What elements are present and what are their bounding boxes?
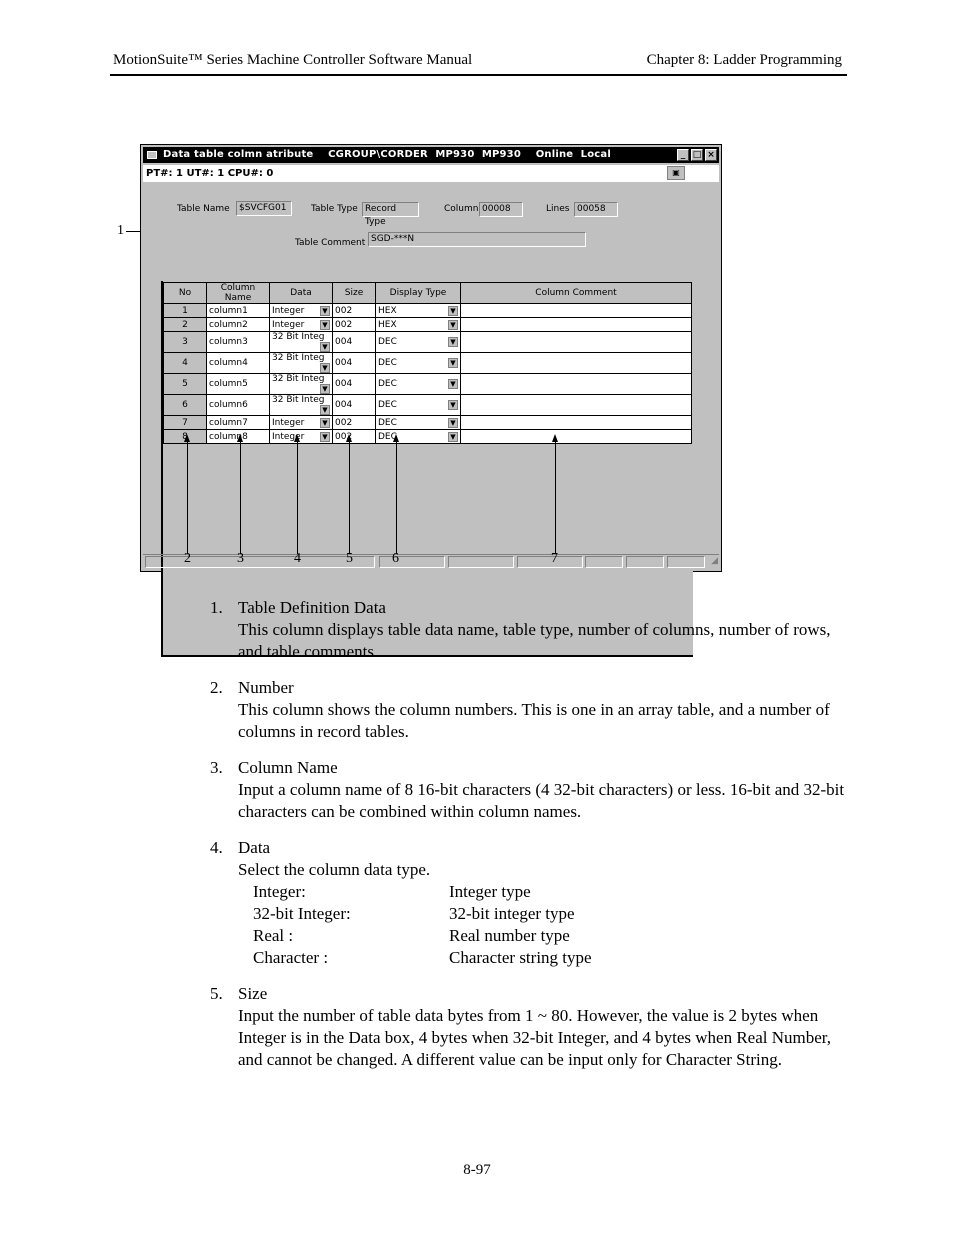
list-item bbox=[210, 837, 850, 969]
callout-4: 4 bbox=[294, 551, 301, 566]
list-item bbox=[210, 677, 850, 743]
table-row[interactable] bbox=[164, 332, 692, 353]
column-comment-cell[interactable] bbox=[461, 416, 692, 430]
data-type-value: Integer bbox=[272, 417, 305, 428]
column-name-cell[interactable]: column6 bbox=[207, 395, 270, 416]
row-number: 6 bbox=[164, 395, 207, 416]
callout-2-arrow bbox=[187, 441, 188, 554]
size-cell[interactable]: 004 bbox=[333, 395, 376, 416]
dropdown-arrow-icon[interactable]: ▼ bbox=[320, 306, 330, 316]
data-type-key: Character : bbox=[253, 948, 329, 967]
size-cell[interactable]: 004 bbox=[333, 374, 376, 395]
column-comment-cell[interactable] bbox=[461, 395, 692, 416]
display-type-cell[interactable] bbox=[376, 332, 461, 353]
data-type-key: Real : bbox=[253, 926, 294, 945]
callout-7: 7 bbox=[551, 551, 558, 566]
callout-5: 5 bbox=[346, 551, 353, 566]
status-segment bbox=[585, 556, 623, 568]
item-title: Data bbox=[238, 838, 271, 857]
display-type-cell[interactable] bbox=[376, 416, 461, 430]
table-comment-label: Table Comment bbox=[295, 238, 366, 248]
display-type-value: DEC bbox=[378, 417, 397, 428]
display-type-value: DEC bbox=[378, 337, 397, 347]
item-number: 3. bbox=[210, 758, 223, 777]
display-type-value: HEX bbox=[378, 305, 397, 316]
callout-2: 2 bbox=[184, 551, 191, 566]
header-right: Chapter 8: Ladder Programming bbox=[646, 52, 842, 68]
list-item bbox=[210, 983, 850, 1071]
row-number: 2 bbox=[164, 318, 207, 332]
status-segment bbox=[379, 556, 445, 568]
title-bar bbox=[143, 147, 719, 163]
header-column-comment[interactable]: Column Comment bbox=[461, 283, 692, 304]
item-description: Input a column name of 8 16-bit characters (4 32-bit characters) or less. 16-bit and 32-bit characters can be combined within column names. bbox=[238, 780, 845, 821]
description-list bbox=[210, 597, 850, 1085]
data-type-cell[interactable] bbox=[270, 374, 333, 395]
data-type-value: 32 Bit Integ bbox=[272, 395, 325, 405]
column-name-cell[interactable]: column3 bbox=[207, 332, 270, 353]
data-type-key: 32-bit Integer: bbox=[253, 904, 351, 923]
row-number: 5 bbox=[164, 374, 207, 395]
dropdown-arrow-icon[interactable]: ▼ bbox=[448, 400, 458, 410]
column-comment-cell[interactable] bbox=[461, 430, 692, 444]
table-name-field[interactable]: $SVCFG01 bbox=[236, 201, 292, 216]
callout-7-arrow bbox=[555, 441, 556, 554]
size-cell[interactable]: 004 bbox=[333, 353, 376, 374]
table-row[interactable] bbox=[164, 304, 692, 318]
size-cell[interactable]: 004 bbox=[333, 332, 376, 353]
status-segment bbox=[626, 556, 664, 568]
status-segment bbox=[667, 556, 705, 568]
dropdown-arrow-icon[interactable]: ▼ bbox=[320, 384, 330, 394]
table-name-label: Table Name bbox=[177, 204, 230, 214]
column-comment-cell[interactable] bbox=[461, 332, 692, 353]
data-type-cell[interactable] bbox=[270, 353, 333, 374]
column-name-cell[interactable]: column4 bbox=[207, 353, 270, 374]
dropdown-arrow-icon[interactable]: ▼ bbox=[320, 405, 330, 415]
system-menu-icon[interactable] bbox=[147, 151, 157, 159]
item-description: Select the column data type. bbox=[238, 860, 431, 879]
column-comment-cell[interactable] bbox=[461, 374, 692, 395]
table-row[interactable] bbox=[164, 395, 692, 416]
item-number: 2. bbox=[210, 678, 223, 697]
item-description: Input the number of table data bytes from 1 ~ 80. However, the value is 2 bytes when Integer is in the Data box, 4 bytes when 32-bit Integer, and 4 bytes when Real Number, and cannot be changed. A different value can be input only for Character String. bbox=[238, 1006, 832, 1069]
item-number: 5. bbox=[210, 984, 223, 1003]
row-number: 3 bbox=[164, 332, 207, 353]
column-comment-cell[interactable] bbox=[461, 318, 692, 332]
data-type-row bbox=[253, 947, 850, 969]
minimize-button[interactable]: _ bbox=[677, 149, 689, 161]
item-number: 4. bbox=[210, 838, 223, 857]
item-title: Size bbox=[238, 984, 268, 1003]
dropdown-arrow-icon[interactable]: ▼ bbox=[448, 358, 458, 368]
data-type-key: Integer: bbox=[253, 882, 306, 901]
dropdown-arrow-icon[interactable]: ▼ bbox=[448, 418, 458, 428]
data-type-value: Integer bbox=[272, 431, 305, 442]
data-type-table bbox=[253, 881, 850, 969]
display-type-cell[interactable] bbox=[376, 353, 461, 374]
lines-label: Lines bbox=[546, 204, 570, 214]
header-rule bbox=[110, 74, 847, 76]
display-type-value: DEC bbox=[378, 379, 397, 389]
dropdown-arrow-icon[interactable]: ▼ bbox=[448, 337, 458, 347]
display-type-cell[interactable] bbox=[376, 304, 461, 318]
cpu-status-text: PT#: 1 UT#: 1 CPU#: 0 bbox=[146, 168, 274, 179]
header-size[interactable]: Size bbox=[333, 283, 376, 304]
callout-3: 3 bbox=[237, 551, 244, 566]
dropdown-arrow-icon[interactable]: ▼ bbox=[320, 320, 330, 330]
bottom-status-bar bbox=[143, 554, 719, 569]
computer-icon[interactable]: ▣ bbox=[667, 166, 685, 180]
table-row[interactable] bbox=[164, 416, 692, 430]
item-title: Column Name bbox=[238, 758, 338, 777]
dropdown-arrow-icon[interactable]: ▼ bbox=[320, 342, 330, 352]
size-cell[interactable]: 002 bbox=[333, 416, 376, 430]
size-cell[interactable]: 002 bbox=[333, 430, 376, 444]
status-segment bbox=[145, 556, 375, 568]
data-type-cell[interactable] bbox=[270, 332, 333, 353]
header-left: MotionSuite™ Series Machine Controller Software Manual bbox=[113, 52, 473, 68]
item-title: Table Definition Data bbox=[238, 598, 386, 617]
list-item bbox=[210, 597, 850, 663]
item-description: This column shows the column numbers. This is one in an array table, and a number of columns in record tables. bbox=[238, 700, 830, 741]
display-type-cell[interactable] bbox=[376, 430, 461, 444]
page-number: 8-97 bbox=[463, 1162, 491, 1178]
column-name-cell[interactable]: column1 bbox=[207, 304, 270, 318]
data-type-value: 32 Bit Integ bbox=[272, 332, 325, 342]
data-type-cell[interactable] bbox=[270, 416, 333, 430]
lines-field[interactable]: 00058 bbox=[574, 202, 618, 217]
window-title: Data table colmn atribute CGROUP\CORDER MP930 MP930 Online Local bbox=[163, 149, 612, 160]
data-type-cell[interactable] bbox=[270, 430, 333, 444]
dropdown-arrow-icon[interactable]: ▼ bbox=[320, 432, 330, 442]
dropdown-arrow-icon[interactable]: ▼ bbox=[448, 379, 458, 389]
header-display-type[interactable]: Display Type bbox=[376, 283, 461, 304]
data-type-value: 32 Bit Integ bbox=[272, 353, 325, 363]
row-number: 7 bbox=[164, 416, 207, 430]
column-name-cell[interactable]: column5 bbox=[207, 374, 270, 395]
column-name-cell[interactable]: column7 bbox=[207, 416, 270, 430]
column-name-cell[interactable]: column8 bbox=[207, 430, 270, 444]
resize-grip-icon[interactable]: ◢ bbox=[711, 556, 718, 566]
column-field[interactable]: 00008 bbox=[479, 202, 523, 217]
header-no[interactable]: No bbox=[164, 283, 207, 304]
close-button[interactable]: × bbox=[705, 149, 717, 161]
data-type-value: Character string type bbox=[449, 948, 592, 967]
display-type-value: HEX bbox=[378, 319, 397, 330]
header-data[interactable]: Data bbox=[270, 283, 333, 304]
callout-6: 6 bbox=[392, 551, 399, 566]
display-type-cell[interactable] bbox=[376, 318, 461, 332]
data-type-value: Real number type bbox=[449, 926, 570, 945]
data-type-value: Integer type bbox=[449, 882, 531, 901]
callout-4-arrow bbox=[297, 441, 298, 554]
dropdown-arrow-icon[interactable]: ▼ bbox=[448, 432, 458, 442]
dropdown-arrow-icon[interactable]: ▼ bbox=[320, 418, 330, 428]
table-row[interactable] bbox=[164, 318, 692, 332]
callout-6-arrow bbox=[396, 441, 397, 554]
display-type-cell[interactable] bbox=[376, 374, 461, 395]
data-type-value: 32-bit integer type bbox=[449, 904, 575, 923]
row-number: 4 bbox=[164, 353, 207, 374]
data-type-value: Integer bbox=[272, 319, 305, 330]
table-type-field[interactable]: Record Type bbox=[362, 202, 419, 217]
data-type-cell[interactable] bbox=[270, 395, 333, 416]
data-type-cell[interactable] bbox=[270, 304, 333, 318]
dropdown-arrow-icon[interactable]: ▼ bbox=[448, 306, 458, 316]
display-type-value: DEC bbox=[378, 358, 397, 368]
list-item bbox=[210, 757, 850, 823]
table-type-label: Table Type bbox=[311, 204, 358, 214]
display-type-value: DEC bbox=[378, 400, 397, 410]
data-type-row bbox=[253, 881, 850, 903]
item-number: 1. bbox=[210, 598, 223, 617]
display-type-value: DEC bbox=[378, 431, 397, 442]
column-comment-cell[interactable] bbox=[461, 304, 692, 318]
size-cell[interactable]: 002 bbox=[333, 304, 376, 318]
table-comment-field[interactable]: SGD-***N bbox=[368, 232, 586, 247]
table-row[interactable] bbox=[164, 353, 692, 374]
row-number: 1 bbox=[164, 304, 207, 318]
table-row[interactable] bbox=[164, 374, 692, 395]
data-type-row bbox=[253, 925, 850, 947]
column-label: Column bbox=[444, 204, 479, 214]
header-column-name[interactable]: Column Name bbox=[207, 283, 270, 304]
column-name-cell[interactable]: column2 bbox=[207, 318, 270, 332]
column-attribute-table bbox=[163, 282, 692, 444]
dropdown-arrow-icon[interactable]: ▼ bbox=[448, 320, 458, 330]
status-segment bbox=[517, 556, 583, 568]
data-type-value: Integer bbox=[272, 305, 305, 316]
status-segment bbox=[448, 556, 514, 568]
display-type-cell[interactable] bbox=[376, 395, 461, 416]
data-table-window bbox=[140, 144, 722, 572]
cpu-status-bar bbox=[143, 165, 719, 182]
callout-3-arrow bbox=[240, 441, 241, 554]
column-comment-cell[interactable] bbox=[461, 353, 692, 374]
data-type-row bbox=[253, 903, 850, 925]
callout-1: 1 bbox=[117, 223, 124, 238]
maximize-button[interactable]: □ bbox=[692, 150, 702, 160]
data-type-cell[interactable] bbox=[270, 318, 333, 332]
callout-5-arrow bbox=[349, 441, 350, 554]
dropdown-arrow-icon[interactable]: ▼ bbox=[320, 363, 330, 373]
data-type-value: 32 Bit Integ bbox=[272, 374, 325, 384]
item-description: This column displays table data name, table type, number of columns, number of rows, and table comments. bbox=[238, 620, 831, 661]
size-cell[interactable]: 002 bbox=[333, 318, 376, 332]
item-title: Number bbox=[238, 678, 294, 697]
